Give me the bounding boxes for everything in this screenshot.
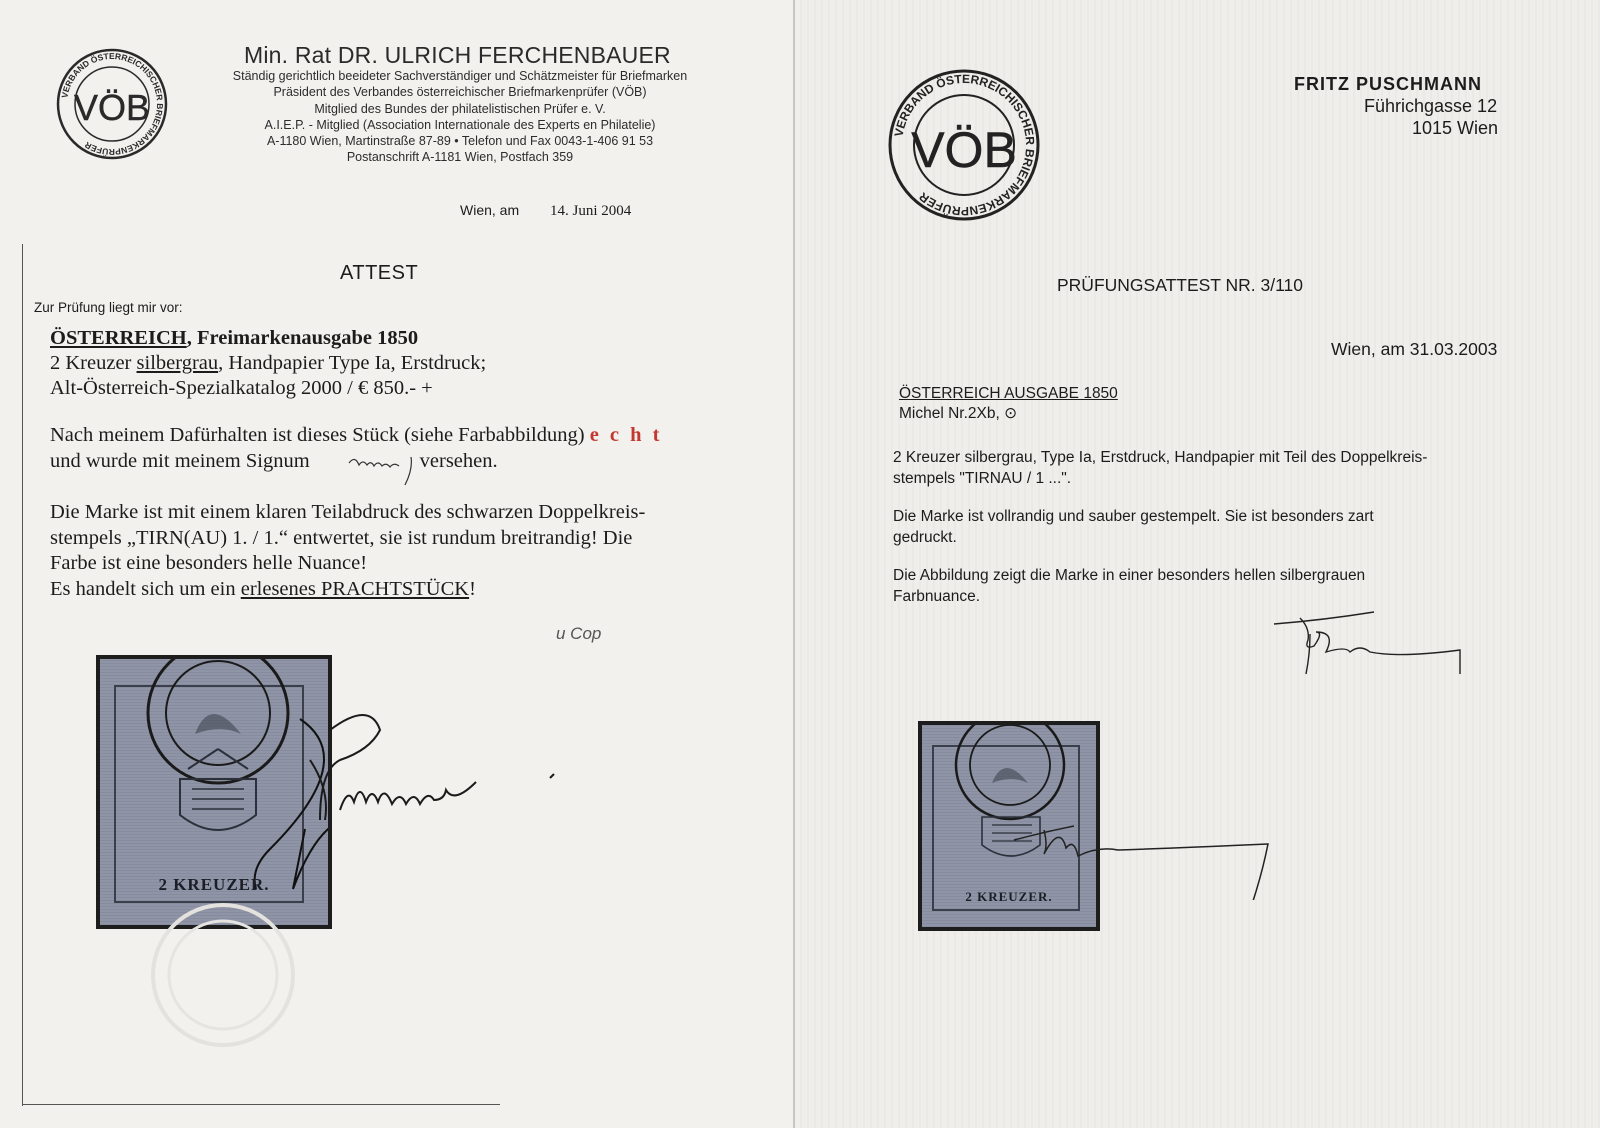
condition-line: ! bbox=[469, 577, 476, 600]
condition-line: Farbe ist eine besonders helle Nuance! bbox=[50, 552, 368, 574]
issue-name: , Freimarkenausgabe 1850 bbox=[186, 327, 419, 349]
opinion-paragraph bbox=[50, 423, 750, 474]
date-label: Wien, am bbox=[460, 202, 520, 218]
svg-text:VÖB: VÖB bbox=[73, 87, 151, 128]
date-value: 14. Juni 2004 bbox=[550, 203, 632, 219]
credential-line: Präsident des Verbandes österreichischer Briefmarkenprüfer (VÖB) bbox=[273, 85, 647, 100]
description-line: 2 Kreuzer silbergrau, Type Ia, Erstdruck, Handpapier mit Teil des Doppelkreis- bbox=[893, 449, 1428, 466]
stamp-value: 2 KREUZER. bbox=[965, 889, 1053, 904]
frame-line bbox=[22, 1104, 500, 1105]
stamp-description bbox=[50, 326, 486, 401]
credential-line: A.I.E.P. - Mitglied (Association Internationale des Experts en Philatelie) bbox=[264, 117, 656, 132]
condition-line: Die Marke ist mit einem klaren Teilabdruck des schwarzen Doppelkreis- bbox=[50, 501, 646, 523]
country-name: ÖSTERREICH bbox=[50, 327, 187, 349]
description-line: stempels "TIRNAU / 1 ...". bbox=[893, 469, 1072, 487]
embossed-seal bbox=[128, 900, 318, 1050]
expert-name: FRITZ PUSCHMANN bbox=[1294, 74, 1482, 94]
condition-line: Die Marke ist vollrandig und sauber gestempelt. Sie ist besonders zart bbox=[893, 508, 1374, 525]
left-certificate bbox=[0, 0, 793, 1128]
stamp-signature bbox=[1010, 800, 1310, 900]
handwritten-note: u Cop bbox=[556, 624, 602, 643]
opinion-text: versehen. bbox=[419, 449, 498, 472]
denomination: 2 Kreuzer bbox=[50, 352, 137, 374]
credential-line: A-1180 Wien, Martinstraße 87-89 • Telefon und Fax 0043-1-406 91 53 bbox=[266, 134, 654, 149]
signum-scribble bbox=[345, 441, 445, 489]
attest-number: PRÜFUNGSATTEST NR. 3/110 bbox=[1057, 275, 1304, 295]
condition-line: stempels „TIRN(AU) 1. / 1.“ entwertet, sie ist rundum breitrandig! Die bbox=[50, 526, 633, 549]
condition-line: gedruckt. bbox=[893, 528, 957, 546]
credential-line: Postanschrift A-1181 Wien, Postfach 359 bbox=[346, 150, 574, 165]
paper-type: , Handpapier Type Ia, Erstdruck; bbox=[218, 352, 487, 374]
michel-number: Michel Nr.2Xb, ⊙ bbox=[899, 405, 1018, 422]
opinion-text: und wurde mit meinem Signum bbox=[50, 449, 310, 472]
right-certificate bbox=[795, 0, 1600, 1128]
pruefung-label: Zur Prüfung liegt mir vor: bbox=[34, 300, 183, 315]
attest-title: ATTEST bbox=[340, 262, 419, 284]
color-line: Farbnuance. bbox=[893, 587, 981, 605]
svg-text:VERBAND ÖSTERREICHISCHER BRIEF: VERBAND ÖSTERREICHISCHER BRIEFMARKENPRÜFER bbox=[891, 71, 1038, 219]
address-city: 1015 Wien bbox=[1412, 118, 1499, 138]
condition-paragraph bbox=[50, 500, 750, 602]
description-paragraph bbox=[893, 448, 1498, 489]
condition-paragraph bbox=[893, 507, 1498, 548]
voeb-seal-logo bbox=[56, 46, 168, 162]
opinion-text: Nach meinem Dafürhalten ist dieses Stück (siehe Farbabbildung) bbox=[50, 424, 590, 446]
prachtstueck: erlesenes PRACHTSTÜCK bbox=[240, 577, 470, 600]
catalog-line: Alt-Österreich-Spezialkatalog 2000 / € 850.- + bbox=[50, 377, 433, 399]
voeb-seal-logo bbox=[888, 66, 1040, 224]
echt-mark: e c h t bbox=[589, 424, 663, 446]
address-street: Führichgasse 12 bbox=[1364, 96, 1498, 116]
signature bbox=[1270, 610, 1500, 690]
condition-line: Es handelt sich um ein bbox=[50, 577, 241, 600]
frame-line bbox=[22, 244, 23, 1106]
svg-text:VERBAND ÖSTERREICHISCHER BRIEF: VERBAND ÖSTERREICHISCHER BRIEFMARKENPRÜFER bbox=[59, 50, 166, 158]
color-paragraph bbox=[893, 566, 1498, 607]
expert-credentials bbox=[190, 68, 730, 166]
stamp-value: 2 KREUZER. bbox=[158, 875, 270, 894]
issue-heading: ÖSTERREICH AUSGABE 1850 bbox=[899, 385, 1118, 402]
credential-line: Ständig gerichtlich beeideter Sachverständiger und Schätzmeister für Briefmarken bbox=[232, 69, 688, 83]
signature bbox=[300, 700, 570, 850]
expert-name: Min. Rat DR. ULRICH FERCHENBAUER bbox=[244, 42, 671, 68]
credential-line: Mitglied des Bundes der philatelistischen Prüfer e. V. bbox=[314, 101, 606, 116]
stamp-image bbox=[96, 655, 332, 929]
color-line: Die Abbildung zeigt die Marke in einer besonders hellen silbergrauen bbox=[893, 567, 1366, 584]
attest-date: Wien, am 31.03.2003 bbox=[1331, 339, 1498, 359]
svg-text:VÖB: VÖB bbox=[911, 122, 1017, 178]
color-name: silbergrau bbox=[136, 352, 219, 374]
